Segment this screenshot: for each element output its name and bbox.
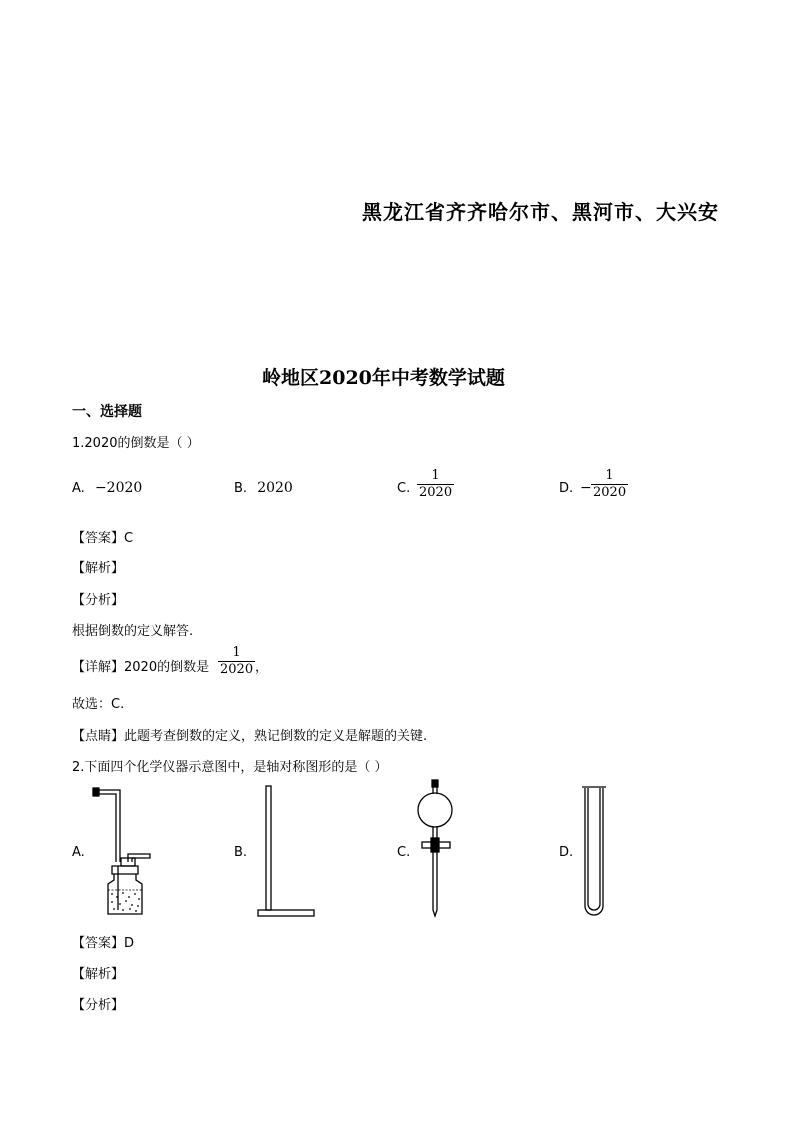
numerator: 1 [605,468,614,483]
option-letter: A. [72,481,85,496]
q2-option-c-letter: C. [397,845,411,860]
q1-stem: 1.2020的倒数是（ ） [72,436,200,451]
option-value: 2020 [257,480,293,496]
q2-option-b-letter: B. [234,845,248,860]
q1-detail-fraction [218,645,255,678]
q1-option-d-letter: D. [559,481,574,496]
test-tube-icon [576,784,616,922]
q1-analysis-tag: 【解析】 [72,561,125,576]
comment-text: 此题考查倒数的定义，熟记倒数的定义是解题的关键. [124,729,428,744]
option-value: −2020 [94,480,143,496]
comment-tag: 【点睛】 [72,729,125,744]
q1-answer [72,527,133,546]
q1-option-d-fraction [591,468,628,501]
q1-comment [72,725,427,744]
answer-tag: 【答案】 [72,531,125,546]
title-line-1: 黑龙江省齐齐哈尔市、黑河市、大兴安 [362,200,719,224]
q1-choice: 故选：C. [72,697,125,712]
gas-washing-bottle-icon [92,784,162,922]
q1-option-b [234,480,293,496]
q1-detail [72,656,209,675]
q2-answer [72,932,134,951]
answer-value: D [124,936,135,951]
answer-tag: 【答案】 [72,936,125,951]
denominator: 2020 [419,485,453,500]
q1-option-a [72,480,142,496]
section-heading: 一、选择题 [72,404,142,420]
q2-fenxi-tag: 【分析】 [72,998,125,1013]
q1-fenxi-tag: 【分析】 [72,593,125,608]
q1-option-c-fraction [417,468,454,501]
q1-detail-suffix: ， [255,660,269,675]
numerator: 1 [232,645,241,660]
denominator: 2020 [593,485,627,500]
detail-prefix: 2020的倒数是 [124,660,210,675]
q2-option-d-letter: D. [559,845,574,860]
q2-analysis-tag: 【解析】 [72,967,125,982]
detail-tag: 【详解】 [72,660,125,675]
q1-option-d-sign: − [580,480,592,496]
numerator: 1 [431,468,440,483]
answer-value: C [124,531,134,546]
q2-stem: 2.下面四个化学仪器示意图中，是轴对称图形的是（ ） [72,760,388,775]
option-letter: B. [234,481,248,496]
q1-fenxi-text: 根据倒数的定义解答. [72,624,194,639]
denominator: 2020 [220,662,254,677]
title-line-2: 岭地区2020年中考数学试题 [262,367,505,389]
q2-option-a-letter: A. [72,845,85,860]
q1-option-c-letter: C. [397,481,411,496]
separatory-funnel-icon [412,778,462,922]
iron-stand-icon [250,784,320,922]
